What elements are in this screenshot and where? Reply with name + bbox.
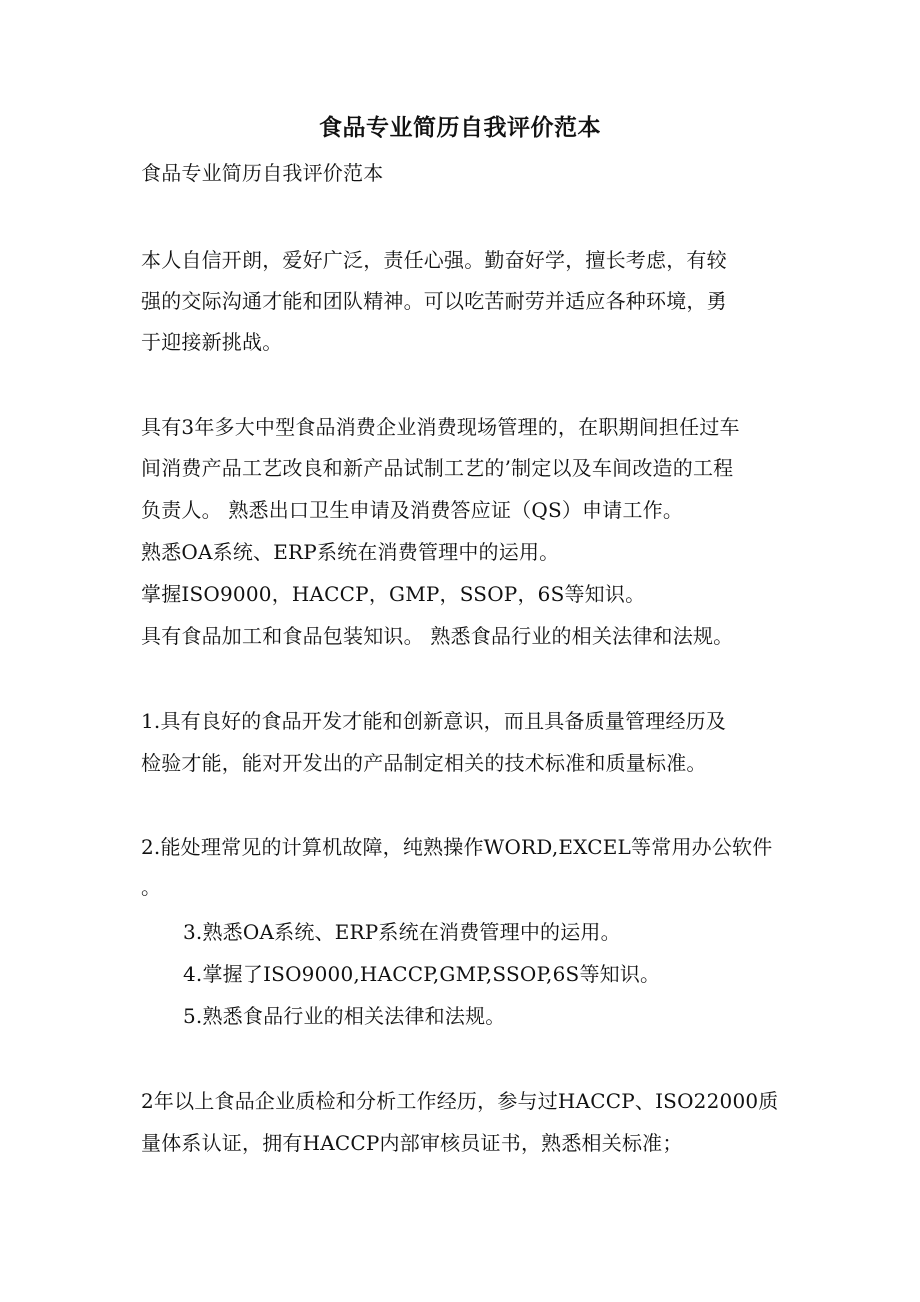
paragraph-2-line-4: 熟悉OA系统、ERP系统在消费管理中的运用。 (141, 540, 560, 564)
sub-item-5: 5.熟悉食品行业的相关法律和法规。 (183, 1004, 506, 1028)
paragraph-1-line-3: 于迎接新挑战。 (141, 330, 283, 354)
paragraph-2-line-6: 具有食品加工和食品包装知识。 熟悉食品行业的相关法律和法规。 (141, 624, 734, 648)
item-2-line-1: 2.能处理常见的计算机故障，纯熟操作WORD,EXCEL等常用办公软件 (141, 835, 773, 859)
paragraph-3-line-2: 量体系认证，拥有HACCP内部审核员证书，熟悉相关标准； (141, 1131, 683, 1155)
document-title: 食品专业简历自我评价范本 (319, 114, 601, 141)
paragraph-3-line-1: 2年以上食品企业质检和分析工作经历，参与过HACCP、ISO22000质 (141, 1089, 779, 1113)
sub-item-3: 3.熟悉OA系统、ERP系统在消费管理中的运用。 (183, 920, 621, 944)
sub-item-4: 4.掌握了ISO9000,HACCP,GMP,SSOP,6S等知识。 (183, 962, 661, 986)
item-1-line-2: 检验才能，能对开发出的产品制定相关的技术标准和质量标准。 (141, 751, 707, 775)
paragraph-2-line-2: 间消费产品工艺改良和新产品试制工艺的’制定以及车间改造的工程 (141, 456, 734, 480)
paragraph-2-line-3: 负责人。 熟悉出口卫生申请及消费答应证（QS）申请工作。 (141, 498, 684, 522)
item-2-line-2: 。 (141, 875, 162, 899)
paragraph-1-line-2: 强的交际沟通才能和团队精神。可以吃苦耐劳并适应各种环境，勇 (141, 289, 727, 313)
item-1-line-1: 1.具有良好的食品开发才能和创新意识，而且具备质量管理经历及 (141, 709, 727, 733)
document-subtitle: 食品专业简历自我评价范本 (141, 161, 384, 185)
paragraph-2-line-5: 掌握ISO9000，HACCP，GMP，SSOP，6S等知识。 (141, 582, 646, 606)
paragraph-2-line-1: 具有3年多大中型食品消费企业消费现场管理的，在职期间担任过车 (141, 415, 740, 439)
paragraph-1-line-1: 本人自信开朗，爱好广泛，责任心强。勤奋好学，擅长考虑，有较 (141, 248, 727, 272)
